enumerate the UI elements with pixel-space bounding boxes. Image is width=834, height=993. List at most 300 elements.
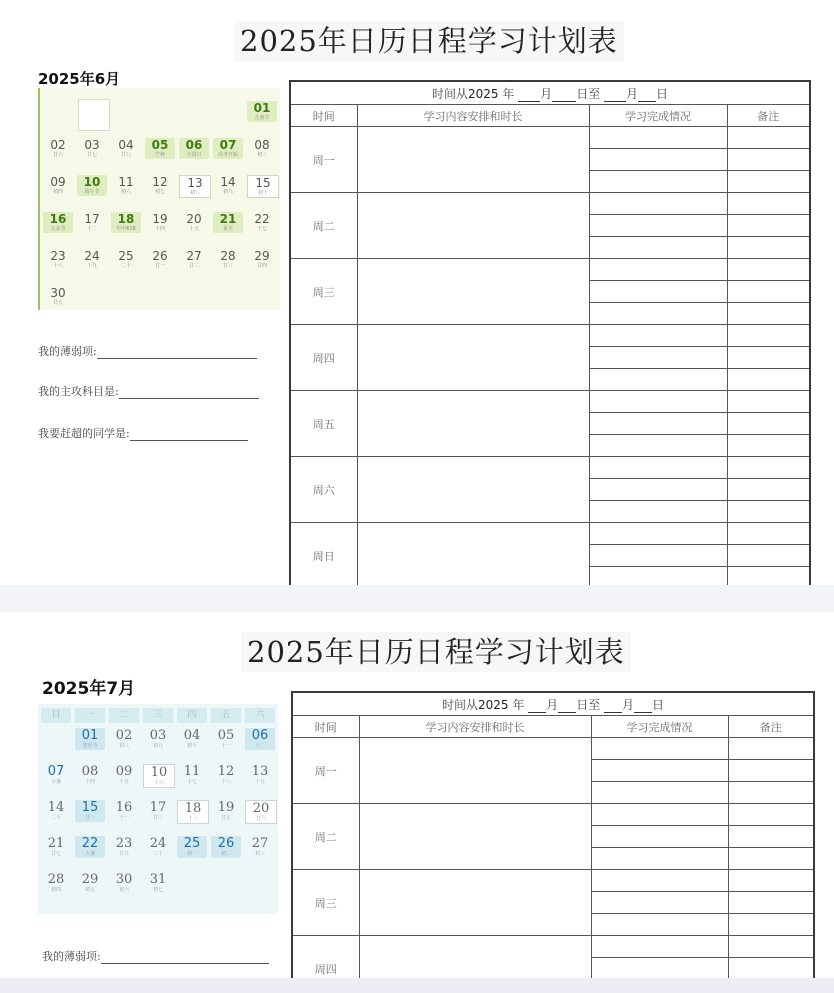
completion-cell[interactable] xyxy=(589,479,727,501)
lunar-label: 廿四 xyxy=(256,263,267,269)
calendar-day xyxy=(211,800,241,822)
calendar-day xyxy=(145,175,175,196)
calendar-day xyxy=(77,212,107,233)
lunar-label: 初一 xyxy=(186,851,197,857)
notes-cell[interactable] xyxy=(727,391,810,413)
completion-cell[interactable] xyxy=(591,870,728,892)
calendar-day xyxy=(177,728,207,750)
calendar-day xyxy=(43,212,73,233)
weekday-cell: 周四 xyxy=(292,936,359,979)
lunar-label: 十五 xyxy=(188,226,199,232)
lunar-label: 初七 xyxy=(154,189,165,195)
rival-classmate-field[interactable] xyxy=(38,425,248,441)
lunar-label: 廿七 xyxy=(50,851,61,857)
notes-cell[interactable] xyxy=(727,171,810,193)
lunar-label: 十七 xyxy=(186,779,197,785)
lunar-label: 初十 xyxy=(186,743,197,749)
calendar-day xyxy=(111,212,141,233)
lunar-label: 初九 xyxy=(222,189,233,195)
day-number: 23 xyxy=(115,836,133,851)
lunar-label: 廿五 xyxy=(220,815,231,821)
sheet-title: 2025年日历日程学习计划表 xyxy=(241,632,631,672)
lunar-label: 十五 xyxy=(118,779,129,785)
calendar-day xyxy=(177,836,207,858)
lunar-label: 全国日 xyxy=(186,152,202,158)
day-number: 19 xyxy=(217,800,235,815)
calendar-day xyxy=(109,872,139,894)
notes-cell[interactable] xyxy=(727,281,810,303)
completion-cell[interactable] xyxy=(589,193,727,215)
calendar-day xyxy=(247,175,279,198)
calendar-day xyxy=(145,249,175,270)
lunar-label: 初九 xyxy=(152,743,163,749)
day-number: 11 xyxy=(183,764,201,779)
field-label: 我的薄弱项: xyxy=(38,345,97,358)
day-number: 13 xyxy=(187,176,203,190)
calendar-day xyxy=(145,138,175,159)
notes-cell[interactable] xyxy=(727,413,810,435)
lunar-label: 廿六 xyxy=(52,152,63,158)
day-number: 01 xyxy=(81,728,99,743)
content-cell[interactable] xyxy=(357,391,589,457)
calendar-day xyxy=(109,764,139,786)
lunar-label: 廿五 xyxy=(52,300,63,306)
day-number: 27 xyxy=(251,836,269,851)
lunar-label: 初六 xyxy=(118,887,129,893)
day-number: 05 xyxy=(217,728,235,743)
lunar-label: 十二 xyxy=(86,226,97,232)
day-number: 02 xyxy=(115,728,133,743)
day-number: 12 xyxy=(152,175,168,189)
day-number: 11 xyxy=(118,175,134,189)
day-number: 01 xyxy=(253,101,271,115)
lunar-label: 初七 xyxy=(152,887,163,893)
lunar-label: 芒种 xyxy=(154,152,165,158)
calendar-day xyxy=(177,800,209,824)
lunar-label: 二十 xyxy=(50,815,61,821)
completion-cell[interactable] xyxy=(589,413,727,435)
study-plan-table xyxy=(289,80,811,585)
completion-cell[interactable] xyxy=(589,369,727,391)
header-time: 时间 xyxy=(292,716,359,738)
day-number: 27 xyxy=(186,249,202,263)
lunar-label: 十九 xyxy=(254,779,265,785)
calendar-day xyxy=(211,764,241,786)
lunar-label: 父亲节 xyxy=(50,226,66,232)
completion-cell[interactable] xyxy=(589,127,727,149)
completion-cell[interactable] xyxy=(589,457,727,479)
main-subject-field[interactable] xyxy=(38,383,259,399)
notes-cell[interactable] xyxy=(728,892,814,914)
day-number: 23 xyxy=(50,249,66,263)
calendar-day xyxy=(143,764,175,788)
calendar-day xyxy=(41,764,71,786)
completion-cell[interactable] xyxy=(591,848,728,870)
header-content: 学习内容安排和时长 xyxy=(357,105,589,127)
completion-cell[interactable] xyxy=(589,259,727,281)
calendar-day xyxy=(179,175,211,198)
lunar-label: 十四 xyxy=(84,779,95,785)
day-number: 29 xyxy=(81,872,99,887)
day-number: 09 xyxy=(115,764,133,779)
notes-cell[interactable] xyxy=(727,523,810,545)
calendar-day xyxy=(109,728,139,750)
content-cell[interactable] xyxy=(357,193,589,259)
calendar-day xyxy=(75,728,105,750)
completion-cell[interactable] xyxy=(589,391,727,413)
lunar-label: 初三 xyxy=(254,851,265,857)
calendar-day xyxy=(77,138,107,159)
notes-cell[interactable] xyxy=(727,303,810,325)
notes-cell[interactable] xyxy=(728,870,814,892)
weekday-cell: 周二 xyxy=(290,193,357,259)
notes-cell[interactable] xyxy=(727,193,810,215)
lunar-label: 十九 xyxy=(86,263,97,269)
weekday-cell: 周三 xyxy=(292,870,359,936)
lunar-label: 十三 xyxy=(187,816,198,822)
study-plan-table xyxy=(291,691,815,978)
lunar-label: 初八 xyxy=(118,743,129,749)
completion-cell[interactable] xyxy=(589,347,727,369)
day-number: 29 xyxy=(254,249,270,263)
calendar-day xyxy=(75,764,105,786)
weekday-cell: 周一 xyxy=(290,127,357,193)
notes-cell[interactable] xyxy=(728,848,814,870)
calendar-day xyxy=(245,836,275,858)
notes-cell[interactable] xyxy=(727,237,810,259)
weekday-cell: 周三 xyxy=(290,259,357,325)
completion-cell[interactable] xyxy=(591,738,728,760)
date-range-row: 时间从2025 年 月 日至 月 日 xyxy=(292,692,814,716)
completion-cell[interactable] xyxy=(591,892,728,914)
lunar-label: 廿二 xyxy=(188,263,199,269)
header-content: 学习内容安排和时长 xyxy=(359,716,591,738)
day-number: 15 xyxy=(81,800,99,815)
notes-cell[interactable] xyxy=(727,325,810,347)
calendar-day xyxy=(179,212,209,233)
lunar-label: 初六 xyxy=(120,189,131,195)
completion-cell[interactable] xyxy=(589,237,727,259)
lunar-label: 初二 xyxy=(220,851,231,857)
lunar-label: 儿童节 xyxy=(254,115,270,121)
notes-cell[interactable] xyxy=(727,567,810,586)
lunar-label: 大暑 xyxy=(84,851,95,857)
calendar-day xyxy=(77,249,107,270)
completion-cell[interactable] xyxy=(589,435,727,457)
content-cell[interactable] xyxy=(359,936,591,979)
notes-cell[interactable] xyxy=(728,738,814,760)
day-number: 06 xyxy=(251,728,269,743)
calendar-day xyxy=(247,138,277,159)
content-cell[interactable] xyxy=(357,325,589,391)
calendar-day xyxy=(245,728,275,750)
day-number: 03 xyxy=(84,138,100,152)
day-number: 22 xyxy=(81,836,99,851)
completion-cell[interactable] xyxy=(589,149,727,171)
content-cell[interactable] xyxy=(357,457,589,523)
notes-cell[interactable] xyxy=(727,545,810,567)
lunar-label: 廿三 xyxy=(152,815,163,821)
lunar-label: 十一 xyxy=(118,815,129,821)
day-number: 08 xyxy=(81,764,99,779)
calendar-day xyxy=(75,800,105,822)
day-number: 10 xyxy=(83,175,101,189)
header-completion: 学习完成情况 xyxy=(589,105,727,127)
completion-cell[interactable] xyxy=(589,215,727,237)
field-label: 我要赶超的同学是: xyxy=(38,427,130,440)
calendar-day xyxy=(43,286,73,307)
calendar-day xyxy=(145,212,175,233)
notes-cell[interactable] xyxy=(727,457,810,479)
sheet-title: 2025年日历日程学习计划表 xyxy=(234,21,624,61)
calendar-day xyxy=(75,836,105,858)
header-time: 时间 xyxy=(290,105,357,127)
notes-cell[interactable] xyxy=(727,127,810,149)
date-range-row: 时间从2025 年 月 日至 月 日 xyxy=(290,81,810,105)
content-cell[interactable] xyxy=(357,127,589,193)
lunar-label: 初四 xyxy=(52,189,63,195)
content-cell[interactable] xyxy=(357,523,589,586)
calendar-day xyxy=(143,872,173,894)
weekday-cell: 周四 xyxy=(290,325,357,391)
lunar-label: 廿一 xyxy=(84,815,95,821)
weekday-header: 四 xyxy=(177,708,207,723)
completion-cell[interactable] xyxy=(589,523,727,545)
notes-cell[interactable] xyxy=(727,149,810,171)
calendar-day xyxy=(247,249,277,270)
lunar-label: 十八 xyxy=(52,263,63,269)
notes-cell[interactable] xyxy=(727,369,810,391)
lunar-label: 二十 xyxy=(120,263,131,269)
weekday-header: 日 xyxy=(41,708,71,723)
notes-cell[interactable] xyxy=(728,782,814,804)
completion-cell[interactable] xyxy=(591,760,728,782)
lunar-label: 廿三 xyxy=(222,263,233,269)
completion-cell[interactable] xyxy=(591,914,728,936)
day-number: 21 xyxy=(219,212,237,226)
day-number: 24 xyxy=(84,249,100,263)
notes-cell[interactable] xyxy=(728,936,814,958)
lunar-label: 初八 xyxy=(189,190,200,196)
header-notes: 备注 xyxy=(727,105,810,127)
day-number: 15 xyxy=(255,176,271,190)
day-number: 14 xyxy=(47,800,65,815)
lunar-label: 初五 xyxy=(84,887,95,893)
day-number: 18 xyxy=(184,801,202,816)
lunar-label: 廿九 xyxy=(118,851,129,857)
lunar-label: 初十 xyxy=(257,190,268,196)
completion-cell[interactable] xyxy=(591,936,728,958)
calendar-day xyxy=(245,764,275,786)
day-number: 19 xyxy=(152,212,168,226)
day-number: 14 xyxy=(220,175,236,189)
calendar-day xyxy=(211,728,241,750)
lunar-label: 初四 xyxy=(50,887,61,893)
day-number: 26 xyxy=(217,836,235,851)
completion-cell[interactable] xyxy=(589,325,727,347)
lunar-label: 十四 xyxy=(154,226,165,232)
weekday-header: 五 xyxy=(211,708,241,723)
lunar-label: 建党节 xyxy=(82,743,98,749)
calendar-day xyxy=(213,249,243,270)
day-number: 13 xyxy=(251,764,269,779)
calendar-day xyxy=(77,175,107,196)
calendar-day xyxy=(43,138,73,159)
day-number: 10 xyxy=(150,765,168,780)
calendar-day xyxy=(43,175,73,196)
lunar-label: 廿七 xyxy=(86,152,97,158)
calendar-day xyxy=(41,800,71,822)
day-number: 08 xyxy=(254,138,270,152)
calendar-day xyxy=(179,138,209,159)
day-number: 09 xyxy=(50,175,66,189)
day-number: 07 xyxy=(219,138,237,152)
lunar-label: 十六 xyxy=(153,780,164,786)
day-number: 17 xyxy=(149,800,167,815)
calendar-day xyxy=(111,138,141,159)
lunar-label: 初三 xyxy=(256,152,267,158)
weekday-header: 一 xyxy=(75,708,105,723)
day-number: 03 xyxy=(149,728,167,743)
content-cell[interactable] xyxy=(359,804,591,870)
completion-cell[interactable] xyxy=(591,782,728,804)
calendar-day xyxy=(247,212,277,233)
notes-cell[interactable] xyxy=(727,347,810,369)
calendar-day xyxy=(247,101,277,122)
day-number: 25 xyxy=(118,249,134,263)
calendar-day xyxy=(43,249,73,270)
weekday-cell: 周二 xyxy=(292,804,359,870)
completion-cell[interactable] xyxy=(589,281,727,303)
lunar-label: 小暑 xyxy=(50,779,61,785)
header-notes: 备注 xyxy=(728,716,814,738)
july-plan-sheet xyxy=(0,612,834,978)
calendar-day xyxy=(109,800,139,822)
notes-cell[interactable] xyxy=(727,259,810,281)
day-number: 04 xyxy=(118,138,134,152)
notes-cell[interactable] xyxy=(728,804,814,826)
day-number: 04 xyxy=(183,728,201,743)
notes-cell[interactable] xyxy=(727,479,810,501)
field-label: 我的主攻科目是: xyxy=(38,385,119,398)
weekday-cell: 周五 xyxy=(290,391,357,457)
empty-date-box xyxy=(78,99,110,131)
day-number: 30 xyxy=(115,872,133,887)
content-cell[interactable] xyxy=(359,870,591,936)
lunar-label: 廿一 xyxy=(154,263,165,269)
calendar-day xyxy=(179,249,209,270)
notes-cell[interactable] xyxy=(728,914,814,936)
day-number: 16 xyxy=(49,212,67,226)
lunar-label: 十七 xyxy=(256,226,267,232)
day-number: 28 xyxy=(47,872,65,887)
day-number: 28 xyxy=(220,249,236,263)
calendar-day xyxy=(143,728,173,750)
weekday-cell: 周日 xyxy=(290,523,357,586)
calendar-day xyxy=(177,764,207,786)
notes-cell[interactable] xyxy=(728,760,814,782)
day-number: 07 xyxy=(47,764,65,779)
day-number: 31 xyxy=(149,872,167,887)
field-label: 我的薄弱项: xyxy=(42,950,101,963)
day-number: 22 xyxy=(254,212,270,226)
completion-cell[interactable] xyxy=(589,545,727,567)
july-calendar xyxy=(38,704,278,914)
day-number: 05 xyxy=(151,138,169,152)
calendar-day xyxy=(75,872,105,894)
completion-cell[interactable] xyxy=(591,804,728,826)
calendar-day xyxy=(41,872,71,894)
month-label: 2025年7月 xyxy=(42,679,136,699)
weekday-header: 六 xyxy=(245,708,275,723)
calendar-day xyxy=(213,138,243,159)
completion-cell[interactable] xyxy=(589,171,727,193)
june-calendar xyxy=(38,88,280,310)
lunar-label: 年中618 xyxy=(116,226,136,232)
lunar-label: 十八 xyxy=(220,779,231,785)
notes-cell[interactable] xyxy=(728,826,814,848)
lunar-label: 十二 xyxy=(254,743,265,749)
day-number: 25 xyxy=(183,836,201,851)
lunar-label: 高考开始 xyxy=(217,152,238,158)
day-number: 26 xyxy=(152,249,168,263)
lunar-label: 夏至 xyxy=(222,226,233,232)
day-number: 06 xyxy=(185,138,203,152)
completion-cell[interactable] xyxy=(591,958,728,979)
weekday-header: 三 xyxy=(143,708,173,723)
calendar-day xyxy=(111,249,141,270)
day-number: 12 xyxy=(217,764,235,779)
completion-cell[interactable] xyxy=(589,501,727,523)
day-number: 18 xyxy=(117,212,135,226)
calendar-day xyxy=(41,836,71,858)
day-number: 30 xyxy=(50,286,66,300)
notes-cell[interactable] xyxy=(727,215,810,237)
completion-cell[interactable] xyxy=(589,567,727,586)
weak-subject-field[interactable] xyxy=(38,343,257,359)
notes-cell[interactable] xyxy=(727,435,810,457)
day-number: 16 xyxy=(115,800,133,815)
weekday-cell: 周六 xyxy=(290,457,357,523)
lunar-label: 端午节 xyxy=(84,189,100,195)
day-number: 21 xyxy=(47,836,65,851)
calendar-day xyxy=(245,800,277,824)
content-cell[interactable] xyxy=(359,738,591,804)
calendar-day xyxy=(143,836,173,858)
completion-cell[interactable] xyxy=(589,303,727,325)
header-completion: 学习完成情况 xyxy=(591,716,728,738)
calendar-day xyxy=(213,212,243,233)
lunar-label: 三十 xyxy=(152,851,163,857)
weekday-header: 二 xyxy=(109,708,139,723)
weekday-cell: 周一 xyxy=(292,738,359,804)
lunar-label: 十一 xyxy=(220,743,231,749)
notes-cell[interactable] xyxy=(728,958,814,979)
weak-subject-field[interactable] xyxy=(42,948,269,964)
day-number: 02 xyxy=(50,138,66,152)
day-number: 24 xyxy=(149,836,167,851)
notes-cell[interactable] xyxy=(727,501,810,523)
day-number: 17 xyxy=(84,212,100,226)
calendar-day xyxy=(143,800,173,822)
calendar-day xyxy=(109,836,139,858)
completion-cell[interactable] xyxy=(591,826,728,848)
month-label: 2025年6月 xyxy=(38,70,121,88)
content-cell[interactable] xyxy=(357,259,589,325)
calendar-day xyxy=(213,175,243,196)
day-number: 20 xyxy=(186,212,202,226)
calendar-day xyxy=(111,175,141,196)
